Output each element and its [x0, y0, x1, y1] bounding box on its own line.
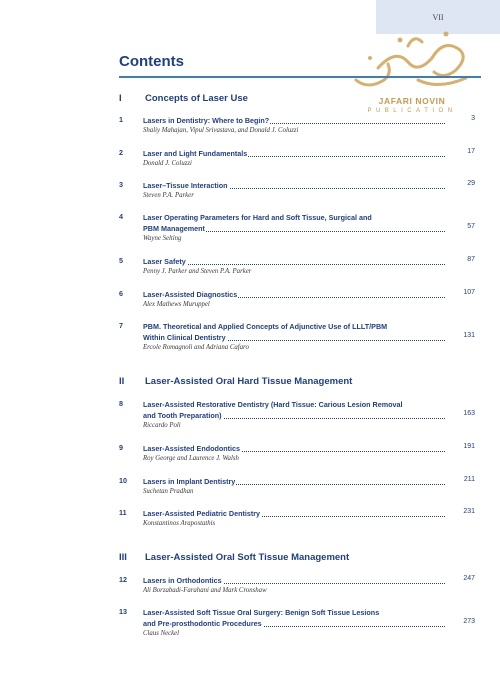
toc-entry[interactable] — [119, 180, 481, 199]
chapter-title-line: and Pre-prosthodontic Procedures — [143, 619, 262, 628]
chapter-authors: Claus Neckel — [143, 630, 180, 637]
chapter-title[interactable] — [143, 289, 445, 300]
chapter-page: 191 — [463, 443, 475, 450]
chapter-title-line: Laser-Assisted Soft Tissue Oral Surgery: Benign Soft Tissue Lesions — [143, 608, 380, 617]
heading-rule — [119, 76, 481, 78]
chapter-title[interactable] — [143, 476, 445, 487]
chapter-number: 5 — [119, 256, 123, 265]
watermark-subtitle: PUBLICATION — [367, 108, 457, 114]
chapter-title-line: PBM. Theoretical and Applied Concepts of Adjunctive Use of LLLT/PBM — [143, 322, 388, 331]
part-title: Concepts of Laser Use — [145, 93, 248, 104]
chapter-title[interactable] — [143, 180, 445, 191]
chapter-title-line: Laser Operating Parameters for Hard and Soft Tissue, Surgical and — [143, 213, 372, 222]
chapter-title[interactable] — [143, 618, 445, 629]
chapter-number: 13 — [119, 607, 127, 616]
chapter-number: 8 — [119, 399, 123, 408]
toc-entry[interactable] — [119, 399, 481, 429]
chapter-title-line: Lasers in Orthodontics — [143, 576, 222, 585]
chapter-page: 231 — [463, 508, 475, 515]
part-number: III — [119, 552, 127, 563]
chapter-page: 247 — [463, 575, 475, 582]
part-title: Laser-Assisted Oral Soft Tissue Management — [145, 552, 350, 563]
chapter-title-line: Within Clinical Dentistry — [143, 333, 226, 342]
chapter-number: 3 — [119, 180, 123, 189]
part-heading — [119, 552, 479, 566]
chapter-title-line: Laser-Assisted Restorative Dentistry (Hard Tissue: Carious Lesion Removal — [143, 400, 403, 409]
chapter-number: 6 — [119, 289, 123, 298]
chapter-authors: Suchetan Pradhan — [143, 488, 194, 495]
toc-entry[interactable] — [119, 289, 481, 308]
part-heading — [119, 376, 479, 390]
chapter-title-first-line[interactable] — [143, 607, 445, 618]
chapter-page: 87 — [467, 256, 475, 263]
chapter-page: 273 — [463, 618, 475, 625]
chapter-authors: Wayne Selting — [143, 235, 182, 242]
chapter-title[interactable] — [143, 256, 445, 267]
toc-entry[interactable] — [119, 508, 481, 527]
contents-heading: Contents — [119, 53, 184, 70]
chapter-title-line: Lasers in Implant Dentistry — [143, 477, 236, 486]
chapter-title-first-line[interactable] — [143, 321, 445, 332]
chapter-title[interactable] — [143, 115, 445, 126]
chapter-page: 107 — [463, 289, 475, 296]
chapter-authors: Penny J. Parker and Steven P.A. Parker — [143, 268, 252, 275]
chapter-title-line: PBM Management — [143, 224, 205, 233]
chapter-authors: Riccardo Poli — [143, 422, 181, 429]
chapter-page: 3 — [471, 115, 475, 122]
chapter-title-line: Laser-Assisted Pediatric Dentistry — [143, 509, 261, 518]
part-number: I — [119, 93, 122, 104]
toc-entry[interactable] — [119, 212, 481, 242]
toc-entry[interactable] — [119, 607, 481, 637]
chapter-title[interactable] — [143, 410, 445, 421]
chapter-title-first-line[interactable] — [143, 212, 445, 223]
chapter-authors: Steven P.A. Parker — [143, 192, 194, 199]
toc-entry[interactable] — [119, 575, 481, 594]
chapter-authors: Roy George and Laurence J. Walsh — [143, 455, 239, 462]
calligraphy-logo-icon — [348, 28, 476, 98]
chapter-page: 29 — [467, 180, 475, 187]
chapter-page: 17 — [467, 148, 475, 155]
chapter-authors: Konstantinos Arapostathis — [143, 520, 216, 527]
chapter-title[interactable] — [143, 332, 445, 343]
chapter-authors: Ercole Romagnoli and Adriana Cafaro — [143, 344, 249, 351]
chapter-title-line: Laser-Assisted Endodontics — [143, 444, 241, 453]
chapter-title[interactable] — [143, 575, 445, 586]
toc-entry[interactable] — [119, 476, 481, 495]
chapter-number: 4 — [119, 212, 123, 221]
toc-entry[interactable] — [119, 321, 481, 351]
chapter-number: 7 — [119, 321, 123, 330]
toc-entry[interactable] — [119, 443, 481, 462]
page-number: VII — [432, 13, 444, 22]
part-title: Laser-Assisted Oral Hard Tissue Management — [145, 376, 353, 387]
chapter-number: 12 — [119, 575, 127, 584]
chapter-authors: Alex Mathews Muruppel — [143, 301, 210, 308]
chapter-title[interactable] — [143, 223, 445, 234]
chapter-title-line: Laser–Tissue Interaction — [143, 181, 228, 190]
chapter-page: 211 — [463, 476, 475, 483]
chapter-title[interactable] — [143, 508, 445, 519]
dot-leader — [143, 264, 445, 265]
chapter-title-line: Laser Safety — [143, 257, 186, 266]
chapter-number: 2 — [119, 148, 123, 157]
toc-entry[interactable] — [119, 256, 481, 275]
chapter-number: 10 — [119, 476, 127, 485]
part-number: II — [119, 376, 125, 387]
chapter-page: 131 — [463, 332, 475, 339]
part-heading — [119, 93, 479, 107]
toc-entry[interactable] — [119, 148, 481, 167]
toc-entry[interactable] — [119, 115, 481, 134]
chapter-title-first-line[interactable] — [143, 399, 445, 410]
chapter-authors: Shaliy Mahajan, Vipul Srivastava, and Donald J. Coluzzi — [143, 127, 299, 134]
chapter-title[interactable] — [143, 148, 445, 159]
chapter-page: 57 — [467, 223, 475, 230]
chapter-number: 11 — [119, 508, 127, 517]
chapter-title[interactable] — [143, 443, 445, 454]
chapter-title-line: Laser and Light Fundamentals — [143, 149, 248, 158]
chapter-authors: Ali Borzabadi-Farahani and Mark Cronshaw — [143, 587, 267, 594]
chapter-number: 9 — [119, 443, 123, 452]
chapter-title-line: Lasers in Dentistry: Where to Begin? — [143, 116, 270, 125]
chapter-number: 1 — [119, 115, 123, 124]
chapter-page: 163 — [463, 410, 475, 417]
watermark-name: JAFARI NOVIN — [378, 96, 446, 106]
chapter-title-line: Laser-Assisted Diagnostics — [143, 290, 238, 299]
chapter-title-line: and Tooth Preparation) — [143, 411, 222, 420]
chapter-authors: Donald J. Coluzzi — [143, 160, 192, 167]
